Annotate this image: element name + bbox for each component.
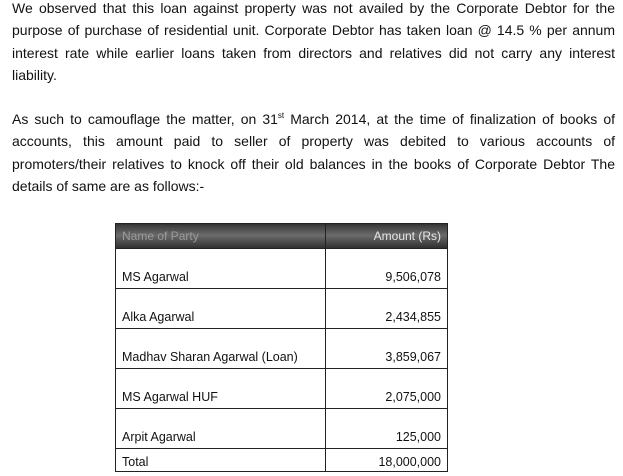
table-row — [116, 289, 448, 329]
row-name: Madhav Sharan Agarwal (Loan) — [116, 329, 326, 369]
row-name: MS Agarwal HUF — [116, 369, 326, 409]
paragraph-loan-observation: We observed that this loan against property was not availed by the Corporate Debtor for the purpose of purchase of residential unit. Corporate Debtor has taken loan @ 14.5 % per annum interest rate while earlier loans taken from directors and relatives did not carry any interest liability. — [12, 0, 615, 83]
ordinal-suffix: st — [277, 111, 285, 120]
row-amount: 2,434,855 — [326, 289, 448, 329]
row-name: MS Agarwal — [116, 249, 326, 289]
total-amount: 18,000,000 — [326, 449, 448, 472]
row-amount: 125,000 — [326, 409, 448, 449]
header-name: Name of Party — [116, 224, 326, 249]
table-header-row — [116, 224, 448, 249]
row-name: Alka Agarwal — [116, 289, 326, 329]
table-row — [116, 249, 448, 289]
table-row — [116, 409, 448, 449]
total-label: Total — [116, 449, 326, 472]
paragraph-text-after: March 2014, at the time of finalization of books of accounts, this amount paid to seller of property was debited to various accounts of promoters/their relatives to knock off their old balances in the books of Corporate Debtor The details of same are as follows:- — [12, 111, 615, 194]
row-amount: 9,506,078 — [326, 249, 448, 289]
paragraph-camouflage — [12, 108, 615, 197]
row-amount: 2,075,000 — [326, 369, 448, 409]
header-amount: Amount (Rs) — [326, 224, 448, 249]
table-row — [116, 329, 448, 369]
paragraph-text-before: As such to camouflage the matter, on 31 — [12, 111, 278, 127]
row-name: Arpit Agarwal — [116, 409, 326, 449]
party-amount-table — [115, 223, 448, 472]
table-row — [116, 369, 448, 409]
row-amount: 3,859,067 — [326, 329, 448, 369]
table-total-row — [116, 449, 448, 472]
